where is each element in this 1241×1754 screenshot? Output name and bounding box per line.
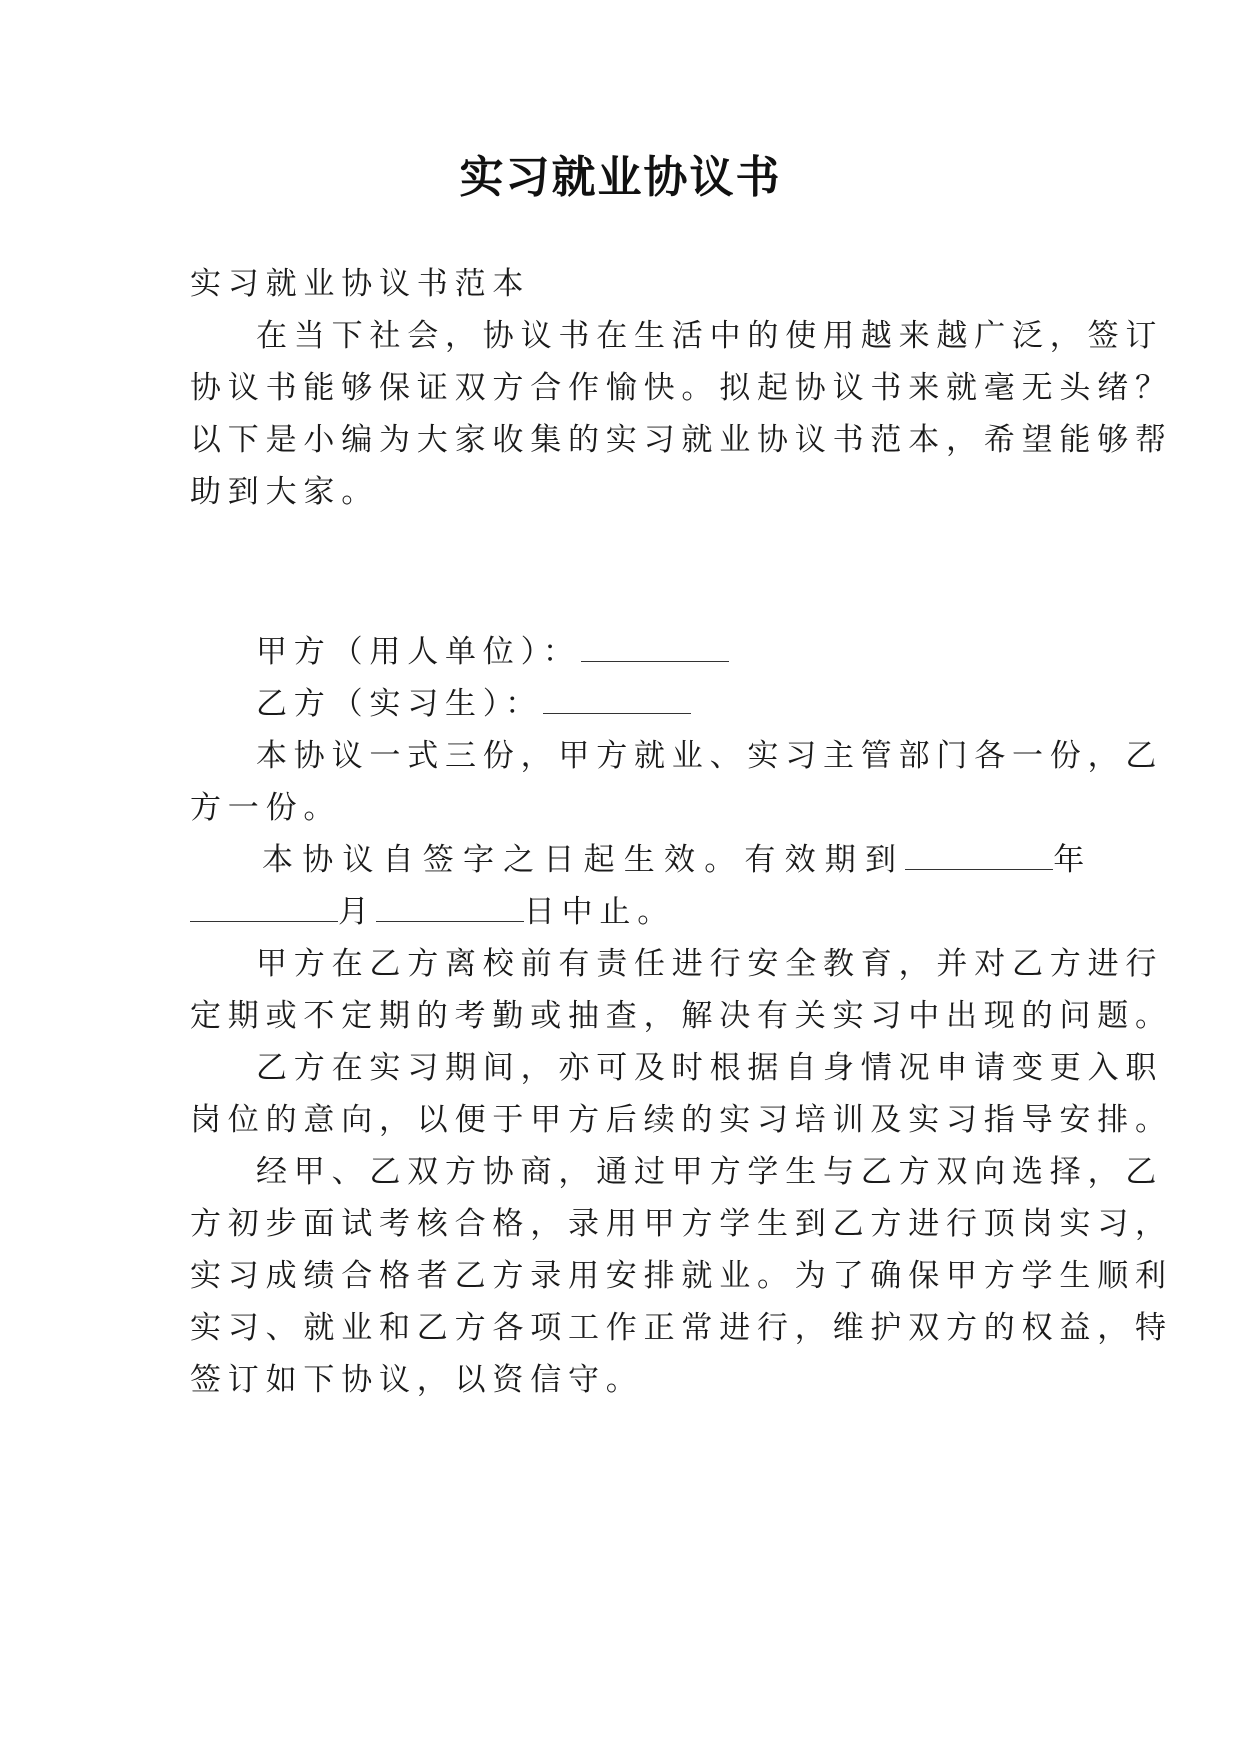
validity-month-blank [190,895,338,922]
party-b-line [256,684,691,724]
para-a-line-1: 甲方在乙方离校前有责任进行安全教育，并对乙方进行 [256,946,1164,982]
validity-year-label: 年 [1053,842,1094,878]
para-a-line-2: 定期或不定期的考勤或抽查，解决有关实习中出现的问题。 [190,998,1173,1034]
intro-line-2: 协议书能够保证双方合作愉快。拟起协议书来就毫无头绪？ [190,370,1173,406]
validity-day-label: 日中止。 [523,894,676,930]
party-b-label: 乙方（实习生）： [256,686,543,722]
validity-month-label: 月 [338,894,376,930]
intro-line-1: 在当下社会，协议书在生活中的使用越来越广泛，签订 [256,318,1164,354]
copies-line-2: 方一份。 [190,790,342,826]
para-c-line-3: 实习成绩合格者乙方录用安排就业。为了确保甲方学生顺利 [190,1258,1173,1294]
copies-line-1: 本协议一式三份，甲方就业、实习主管部门各一份，乙 [256,738,1164,774]
document-title: 实习就业协议书 [459,152,782,203]
para-b-line-2: 岗位的意向，以便于甲方后续的实习培训及实习指导安排。 [190,1102,1173,1138]
document-subtitle: 实习就业协议书范本 [190,266,531,302]
para-c-line-2: 方初步面试考核合格，录用甲方学生到乙方进行顶岗实习， [190,1206,1173,1242]
party-a-label: 甲方（用人单位）： [256,634,581,670]
validity-text: 本协议自签字之日起生效。有效期到 [262,842,906,878]
validity-year-blank [905,843,1053,870]
party-a-line [256,632,729,672]
para-c-line-5: 签订如下协议，以资信守。 [190,1362,644,1398]
party-a-blank [581,635,729,662]
validity-line-2 [190,892,675,932]
para-b-line-1: 乙方在实习期间，亦可及时根据自身情况申请变更入职 [256,1050,1164,1086]
intro-line-3: 以下是小编为大家收集的实习就业协议书范本，希望能够帮 [190,422,1173,458]
para-c-line-4: 实习、就业和乙方各项工作正常进行，维护双方的权益，特 [190,1310,1173,1346]
para-c-line-1: 经甲、乙双方协商，通过甲方学生与乙方双向选择，乙 [256,1154,1164,1190]
intro-line-4: 助到大家。 [190,474,379,510]
party-b-blank [543,687,691,714]
validity-day-blank [376,895,524,922]
validity-line-1 [262,840,1093,880]
